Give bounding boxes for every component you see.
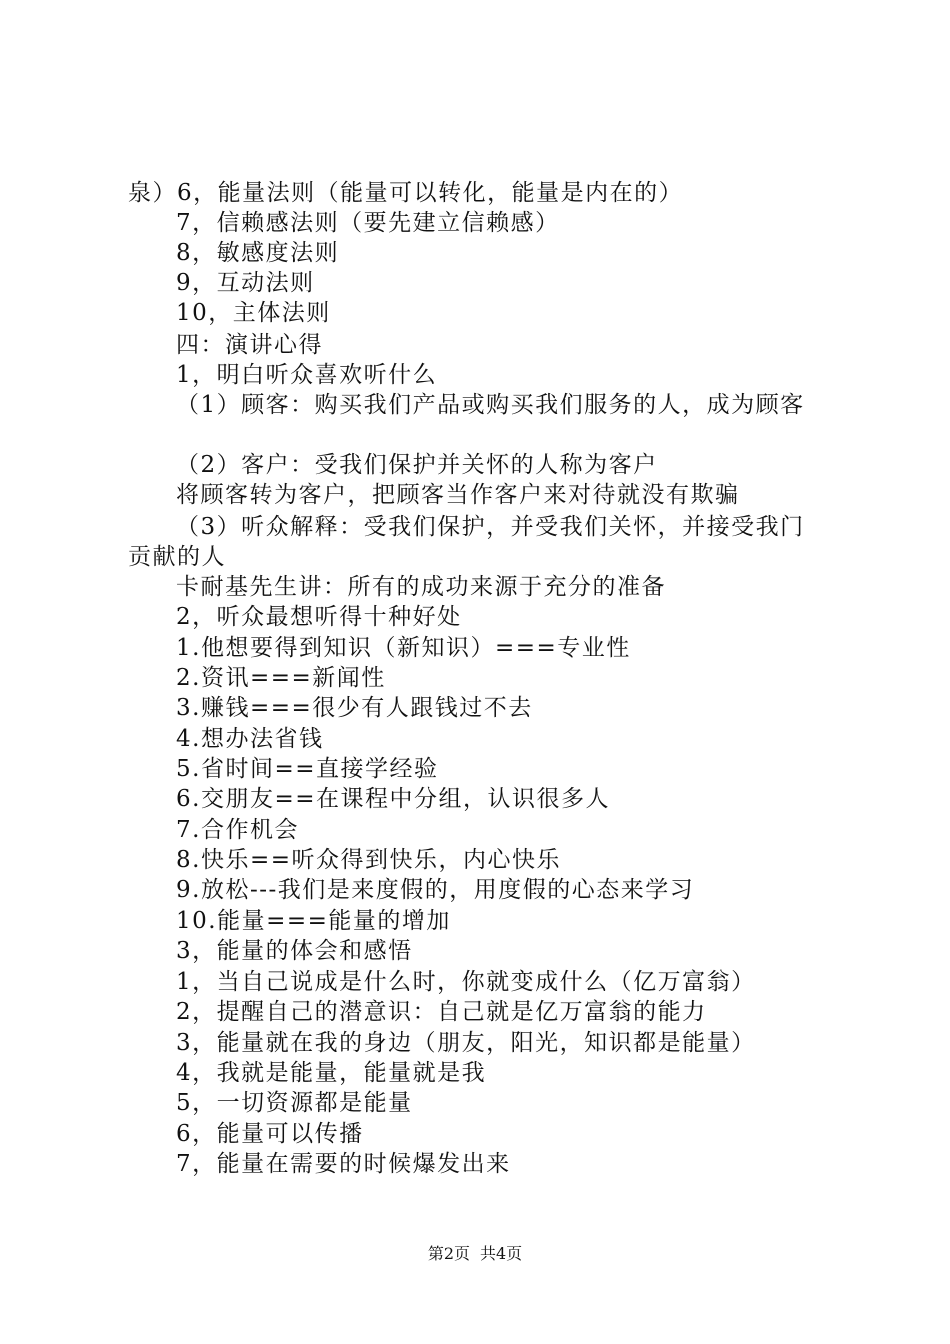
text-line: 6，能量可以传播 (176, 1121, 364, 1147)
text-line: （1）顾客：购买我们产品或购买我们服务的人，成为顾客 (176, 392, 805, 418)
text-line: 2，提醒自己的潜意识：自己就是亿万富翁的能力 (176, 999, 707, 1025)
text-line: 5，一切资源都是能量 (176, 1090, 413, 1116)
text-line: 10，主体法则 (176, 300, 331, 326)
page-total: 共4页 (480, 1244, 523, 1263)
text-line: 9，互动法则 (176, 270, 315, 296)
text-line: 10.能量===能量的增加 (176, 908, 451, 934)
text-line: （2）客户：受我们保护并关怀的人称为客户 (176, 452, 658, 478)
text-line: 4，我就是能量，能量就是我 (176, 1060, 487, 1086)
page-number: 第2页 (427, 1244, 470, 1263)
text-line: 3，能量的体会和感悟 (176, 938, 413, 964)
text-line: 1，明白听众喜欢听什么 (176, 362, 438, 388)
text-line: 泉）6，能量法则（能量可以转化，能量是内在的） (128, 180, 684, 206)
text-line: 7，信赖感法则（要先建立信赖感） (176, 210, 560, 236)
text-line: 将顾客转为客户，把顾客当作客户来对待就没有欺骗 (176, 482, 740, 508)
text-line: 贡献的人 (128, 544, 226, 570)
text-line: 8.快乐==听众得到快乐，内心快乐 (176, 847, 561, 873)
text-line: （3）听众解释：受我们保护，并受我们关怀，并接受我门 (176, 514, 805, 540)
text-line: 8，敏感度法则 (176, 240, 340, 266)
text-line: 卡耐基先生讲：所有的成功来源于充分的准备 (176, 574, 666, 600)
text-line: 1，当自己说成是什么时，你就变成什么（亿万富翁） (176, 969, 756, 995)
text-line: 2，听众最想听得十种好处 (176, 604, 462, 630)
text-line: 4.想办法省钱 (176, 726, 324, 752)
text-line: 5.省时间==直接学经验 (176, 756, 439, 782)
text-line: 3，能量就在我的身边（朋友，阳光，知识都是能量） (176, 1030, 756, 1056)
text-line: 9.放松---我们是来度假的，用度假的心态来学习 (176, 877, 695, 903)
text-line: 2.资讯===新闻性 (176, 665, 386, 691)
text-line: 7.合作机会 (176, 817, 299, 843)
text-line: 7，能量在需要的时候爆发出来 (176, 1151, 511, 1177)
section-heading: 四：演讲心得 (176, 332, 323, 358)
text-line: 6.交朋友==在课程中分组，认识很多人 (176, 786, 610, 812)
text-line: 1.他想要得到知识（新知识）===专业性 (176, 635, 631, 661)
text-line: 3.赚钱===很少有人跟钱过不去 (176, 695, 533, 721)
page-footer (0, 1244, 950, 1264)
